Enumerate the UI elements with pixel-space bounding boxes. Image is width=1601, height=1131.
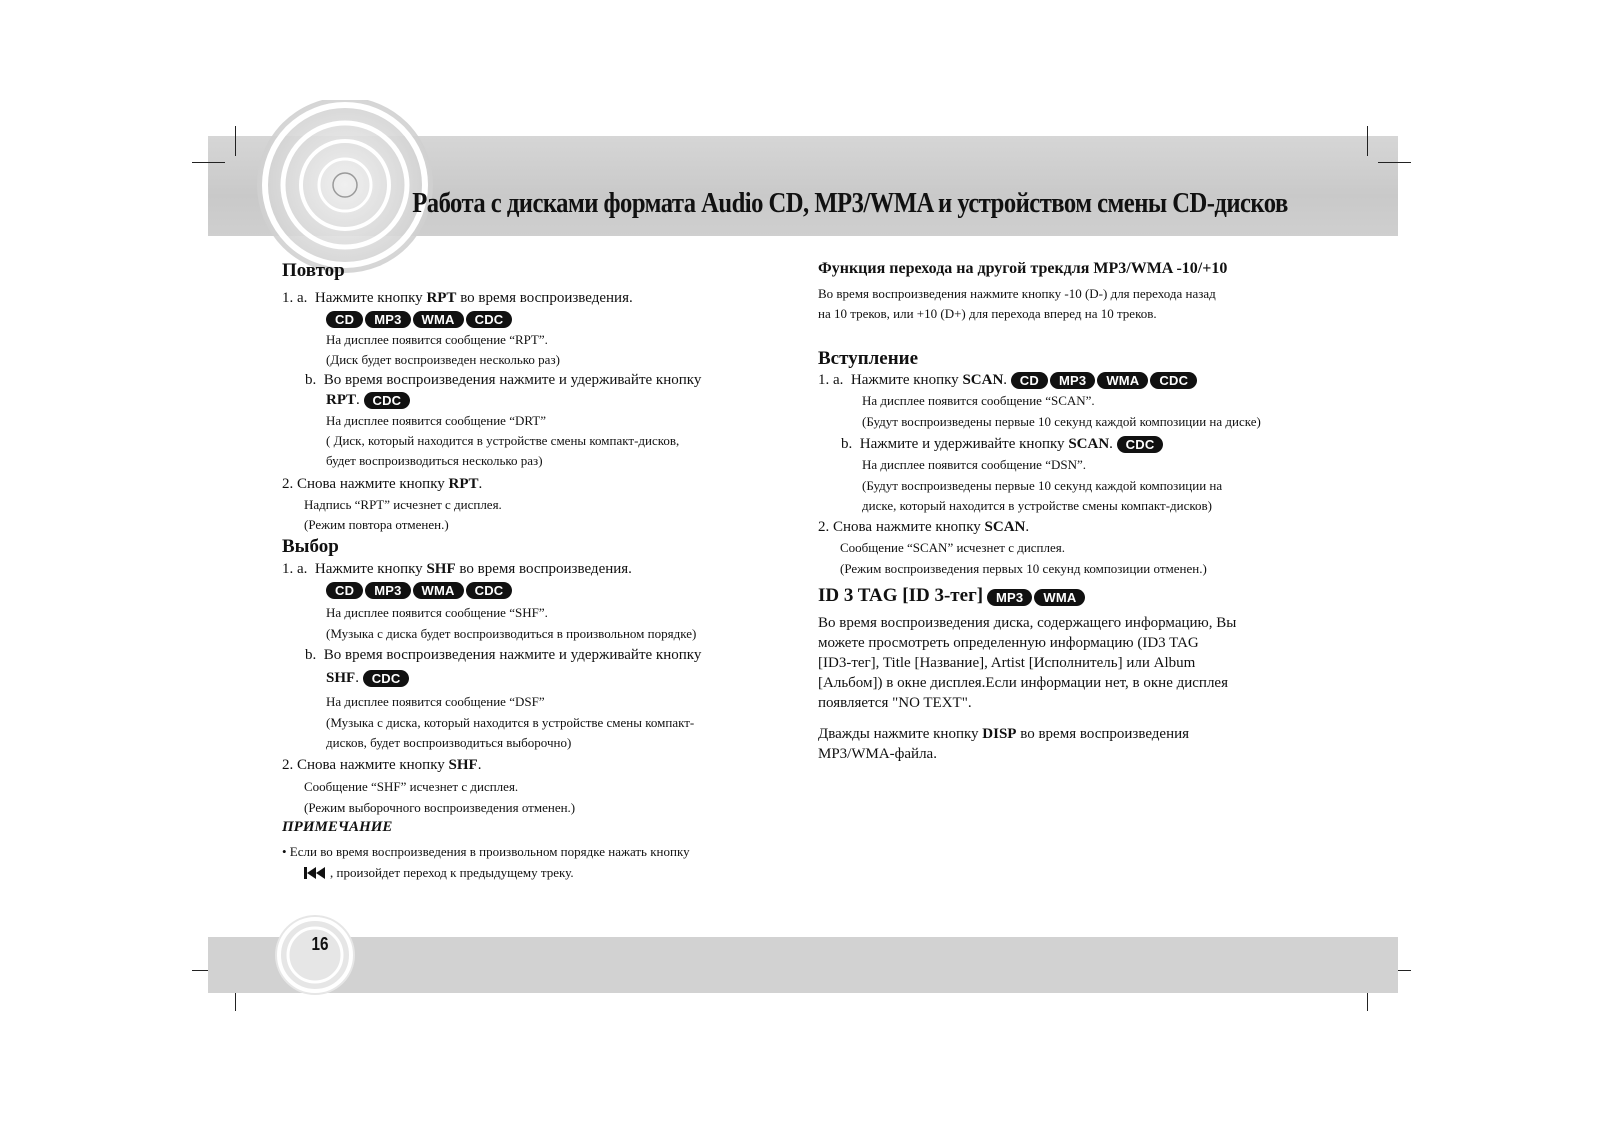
repeat-1b-line3: будет воспроизводиться несколько раз) — [326, 453, 543, 468]
repeat-1b-line1: На дисплее появится сообщение “DRT” — [326, 413, 546, 428]
badge-wma: WMA — [1097, 372, 1148, 389]
intro-1b-line1: На дисплее появится сообщение “DSN”. — [862, 457, 1087, 472]
note-heading: ПРИМЕЧАНИЕ — [282, 819, 393, 835]
section-heading-id3: ID 3 TAG [ID 3-тег] MP3 WMA — [818, 585, 1087, 607]
badge-cdc: CDC — [1117, 436, 1164, 453]
disc-icon — [270, 910, 360, 1000]
badge-mp3: MP3 — [365, 311, 410, 328]
badge-wma: WMA — [1034, 589, 1085, 606]
page-title: Работа с дисками формата Audio CD, MP3/WMA и устройством смены CD-дисков — [412, 188, 1288, 219]
shuffle-2-line1: Сообщение “SHF” исчезнет с дисплея. — [304, 779, 519, 794]
shuffle-1a-line1: На дисплее появится сообщение “SHF”. — [326, 605, 548, 620]
page-number: 16 — [311, 934, 329, 954]
badge-cd: CD — [326, 311, 363, 328]
intro-2-line2: (Режим воспроизведения первых 10 секунд композиции отменен.) — [840, 561, 1207, 576]
id3-disp-line1: Дважды нажмите кнопку DISP во время воспроизведения — [818, 726, 1190, 742]
intro-step-1a: 1. a. Нажмите кнопку SCAN. CD MP3 WMA CDC — [818, 370, 1199, 390]
id3-line2: можете просмотреть определенную информацию (ID3 TAG — [818, 635, 1199, 651]
shuffle-step-2: 2. Снова нажмите кнопку SHF. — [282, 757, 482, 773]
shuffle-2-line2: (Режим выборочного воспроизведения отменен.) — [304, 800, 576, 815]
repeat-step-1b: b. Во время воспроизведения нажмите и удерживайте кнопку — [305, 372, 702, 388]
footer-band — [208, 937, 1398, 993]
shuffle-step-1a: 1. a. Нажмите кнопку SHF во время воспроизведения. — [282, 561, 632, 577]
shuffle-1a-badges — [326, 581, 514, 599]
crop-mark — [1367, 126, 1368, 156]
intro-1b-line2: (Будут воспроизведены первые 10 секунд каждой композиции на — [862, 478, 1223, 493]
note-line1: • Если во время воспроизведения в произвольном порядке нажать кнопку — [282, 844, 690, 859]
id3-line5: появляется "NO TEXT". — [818, 695, 972, 711]
repeat-2-line1: Надпись “RPT” исчезнет с дисплея. — [304, 497, 502, 512]
badge-cdc: CDC — [364, 392, 411, 409]
intro-1b-line3: диске, который находится в устройстве смены компакт-дисков) — [862, 498, 1212, 513]
shuffle-1b-key: SHF. CDC — [326, 668, 411, 688]
badge-cd: CD — [1011, 372, 1048, 389]
section-heading-shuffle: Выбор — [282, 536, 339, 557]
badge-wma: WMA — [413, 311, 464, 328]
intro-step-1b: b. Нажмите и удерживайте кнопку SCAN. CDC — [841, 434, 1165, 454]
repeat-1b-line2: ( Диск, который находится в устройстве смены компакт-дисков, — [326, 433, 680, 448]
repeat-1a-line1: На дисплее появится сообщение “RPT”. — [326, 332, 548, 347]
badge-cdc: CDC — [466, 311, 513, 328]
badge-mp3: MP3 — [1050, 372, 1095, 389]
skip-line2: на 10 треков, или +10 (D+) для перехода вперед на 10 треков. — [818, 306, 1157, 321]
repeat-step-1a: 1. a. Нажмите кнопку RPT во время воспроизведения. — [282, 290, 633, 306]
section-heading-repeat: Повтор — [282, 260, 345, 281]
previous-track-icon — [304, 867, 326, 879]
intro-2-line1: Сообщение “SCAN” исчезнет с дисплея. — [840, 540, 1065, 555]
crop-mark — [1378, 162, 1411, 163]
crop-mark — [192, 162, 225, 163]
repeat-1b-key: RPT. CDC — [326, 390, 412, 410]
intro-1a-line1: На дисплее появится сообщение “SCAN”. — [862, 393, 1095, 408]
section-heading-skip: Функция перехода на другой трекдля MP3/WMA -10/+10 — [818, 260, 1228, 277]
intro-step-2: 2. Снова нажмите кнопку SCAN. — [818, 519, 1030, 535]
badge-cdc: CDC — [466, 582, 513, 599]
badge-cd: CD — [326, 582, 363, 599]
crop-mark — [235, 126, 236, 156]
shuffle-1a-line2: (Музыка с диска будет воспроизводиться в произвольном порядке) — [326, 626, 697, 641]
shuffle-1b-line2: (Музыка с диска, который находится в устройстве смены компакт- — [326, 715, 695, 730]
shuffle-1b-line1: На дисплее появится сообщение “DSF” — [326, 694, 545, 709]
badge-mp3: MP3 — [365, 582, 410, 599]
shuffle-1b-line3: дисков, будет воспроизводиться выборочно) — [326, 735, 572, 750]
note-line2: , произойдет переход к предыдущему треку. — [304, 863, 574, 883]
id3-disp-line2: MP3/WMA-файла. — [818, 746, 937, 762]
skip-line1: Во время воспроизведения нажмите кнопку -10 (D-) для перехода назад — [818, 286, 1216, 301]
repeat-2-line2: (Режим повтора отменен.) — [304, 517, 449, 532]
id3-line3: [ID3-тег], Title [Название], Artist [Исполнитель] или Album — [818, 655, 1196, 671]
id3-line4: [Альбом]) в окне дисплея.Если информации нет, в окне дисплея — [818, 675, 1228, 691]
badge-wma: WMA — [413, 582, 464, 599]
repeat-1a-badges — [326, 310, 514, 328]
shuffle-step-1b: b. Во время воспроизведения нажмите и удерживайте кнопку — [305, 647, 702, 663]
badge-mp3: MP3 — [987, 589, 1032, 606]
section-heading-intro: Вступление — [818, 348, 919, 369]
repeat-1a-line2: (Диск будет воспроизведен несколько раз) — [326, 352, 560, 367]
id3-line1: Во время воспроизведения диска, содержащего информацию, Вы — [818, 615, 1237, 631]
badge-cdc: CDC — [1150, 372, 1197, 389]
badge-cdc: CDC — [363, 670, 410, 687]
intro-1a-line2: (Будут воспроизведены первые 10 секунд каждой композиции на диске) — [862, 414, 1261, 429]
step-number: 1. a. — [282, 290, 308, 306]
repeat-step-2: 2. Снова нажмите кнопку RPT. — [282, 476, 483, 492]
